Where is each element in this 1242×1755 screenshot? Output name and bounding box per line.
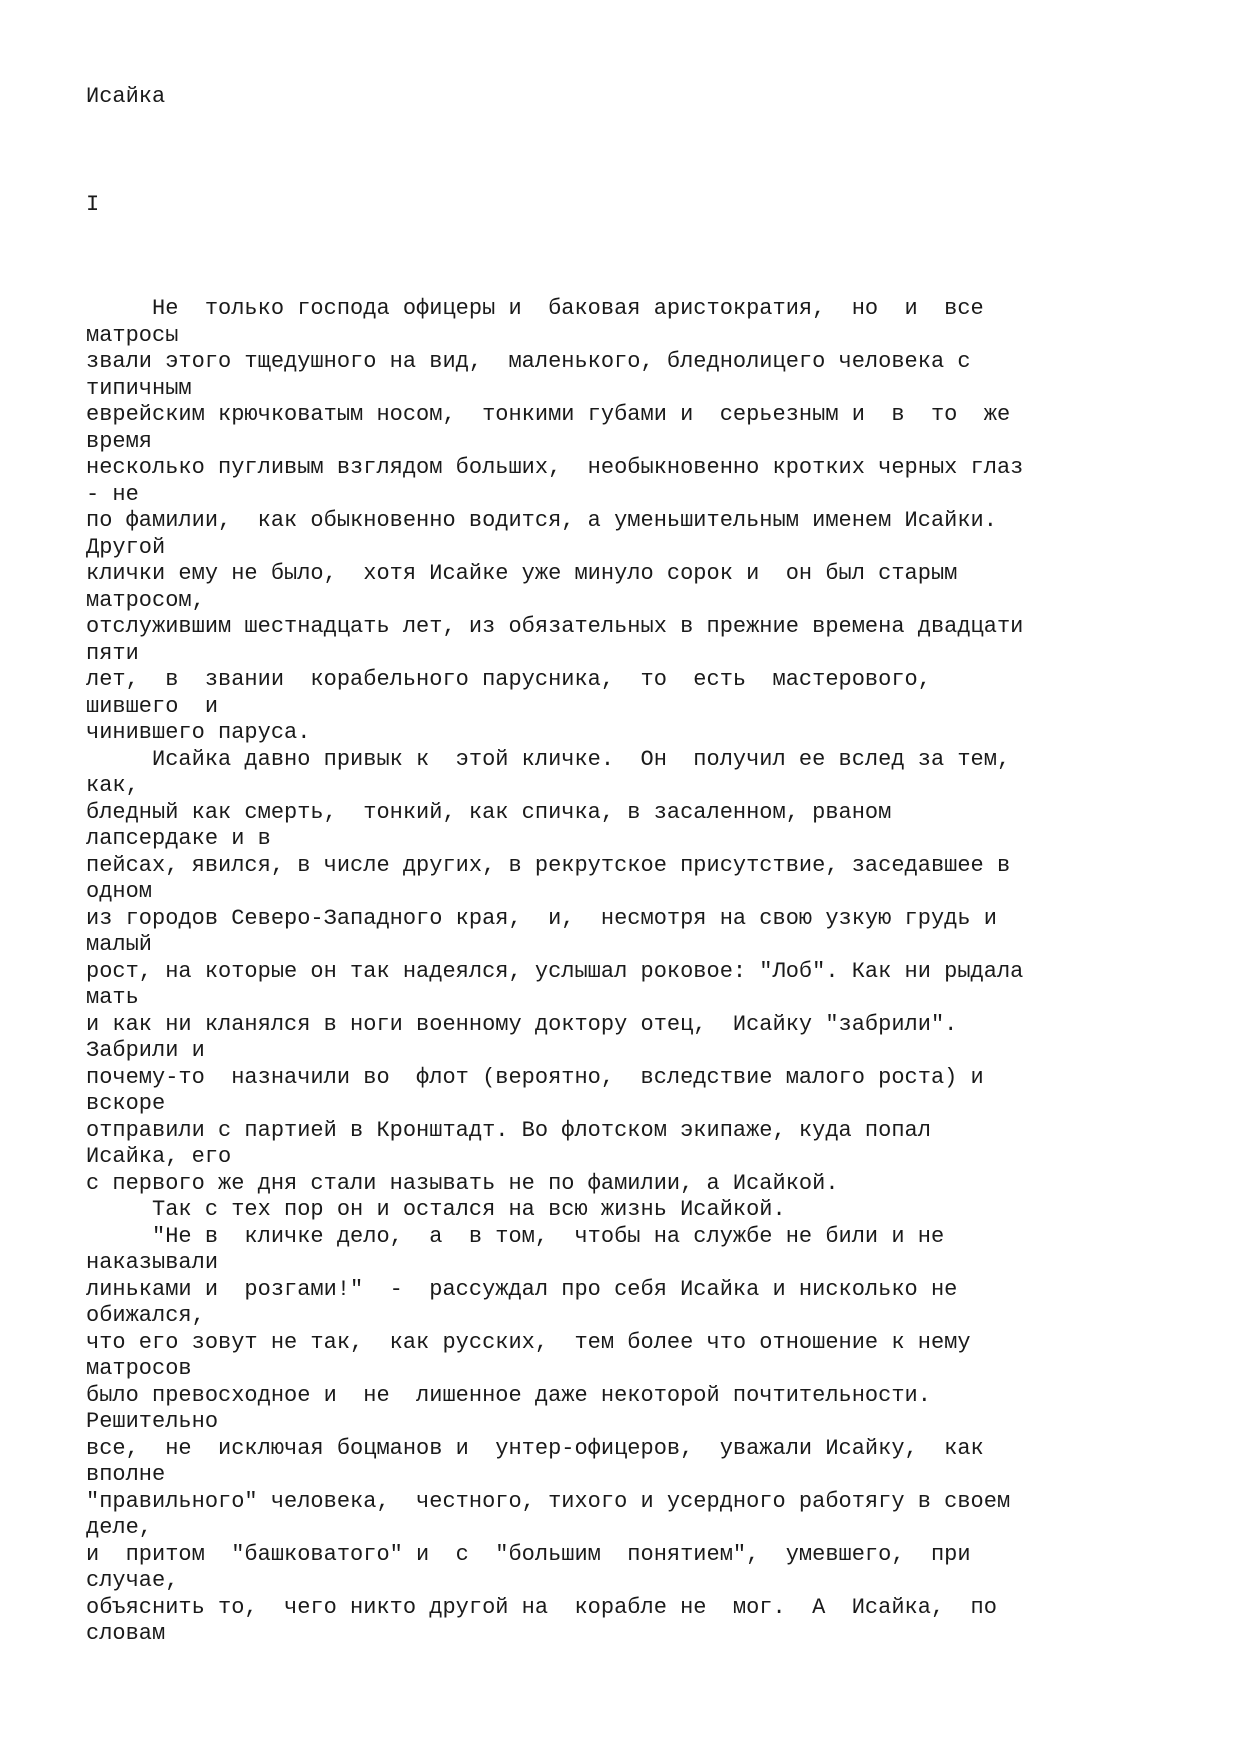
- text-line: вполне: [86, 1462, 166, 1487]
- text-line: шившего и: [86, 693, 219, 719]
- text-line: бледный как смерть, тонкий, как спичка, в засаленном, рваном: [86, 799, 892, 825]
- text-line: звали этого тщедушного на вид, маленького, бледнолицего человека с: [86, 349, 971, 374]
- text-line: Решительно: [86, 1409, 219, 1434]
- text-line: Исайка, его: [86, 1144, 232, 1169]
- text-line: наказывали: [86, 1250, 219, 1275]
- text-line: типичным: [86, 375, 192, 401]
- text-line: малый: [86, 932, 153, 957]
- text-line: из городов Северо-Западного края, и, несмотря на свою узкую грудь и: [86, 905, 997, 931]
- text-line: еврейским крючковатым носом, тонкими губами и серьезным и в то же: [86, 402, 1011, 427]
- text-line: обижался,: [86, 1303, 205, 1328]
- text-line: все, не исключая боцманов и унтер-офицеров, уважали Исайку, как: [86, 1435, 984, 1461]
- body-text: [86, 296, 1023, 1648]
- text-line: "правильного" человека, честного, тихого и усердного работягу в своем: [86, 1488, 1011, 1514]
- text-line: "Не в кличке дело, а в том, чтобы на службе не били и не: [86, 1223, 945, 1249]
- text-line: словам: [86, 1621, 166, 1646]
- text-line: мать: [86, 985, 139, 1010]
- text-line: деле,: [86, 1515, 153, 1540]
- text-line: Другой: [86, 534, 166, 560]
- text-line: что его зовут не так, как русских, тем более что отношение к нему: [86, 1329, 971, 1355]
- document-title: Исайка: [86, 84, 166, 109]
- text-line: отслужившим шестнадцать лет, из обязательных в прежние времена двадцати: [86, 614, 1024, 639]
- text-line: клички ему не было, хотя Исайке уже минуло сорок и он был старым: [86, 561, 958, 586]
- text-line: Забрили и: [86, 1038, 205, 1063]
- text-line: несколько пугливым взглядом больших, необыкновенно кротких черных глаз: [86, 455, 1024, 480]
- text-line: и притом "башковатого" и с "большим понятием", умевшего, при: [86, 1541, 971, 1567]
- text-line: случае,: [86, 1568, 179, 1593]
- text-line: почему-то назначили во флот (вероятно, вследствие малого роста) и: [86, 1064, 984, 1090]
- text-line: Не только господа офицеры и баковая аристократия, но и все: [86, 296, 984, 321]
- text-line: лапсердаке и в: [86, 826, 271, 851]
- text-line: - не: [86, 481, 139, 507]
- text-line: и как ни кланялся в ноги военному доктору отец, Исайку "забрили".: [86, 1011, 958, 1037]
- text-line: с первого же дня стали называть не по фамилии, а Исайкой.: [86, 1170, 839, 1196]
- text-line: вскоре: [86, 1091, 166, 1116]
- text-line: по фамилии, как обыкновенно водится, а уменьшительным именем Исайки.: [86, 508, 997, 533]
- text-line: одном: [86, 879, 153, 904]
- text-line: матросы: [86, 322, 179, 348]
- text-line: пяти: [86, 640, 139, 666]
- text-line: матросом,: [86, 587, 205, 613]
- text-line: лет, в звании корабельного парусника, то есть мастерового,: [86, 667, 931, 692]
- text-line: отправили с партией в Кронштадт. Во флотском экипаже, куда попал: [86, 1117, 931, 1143]
- text-line: линьками и розгами!" - рассуждал про себя Исайка и нисколько не: [86, 1276, 958, 1302]
- text-line: матросов: [86, 1356, 192, 1381]
- text-line: объяснить то, чего никто другой на корабле не мог. А Исайка, по: [86, 1594, 997, 1620]
- chapter-heading: I: [86, 192, 100, 217]
- text-line: рост, на которые он так надеялся, услышал роковое: "Лоб". Как ни рыдала: [86, 958, 1024, 984]
- text-line: как,: [86, 773, 139, 798]
- text-line: Исайка давно привык к этой кличке. Он получил ее вслед за тем,: [86, 746, 1011, 772]
- text-line: было превосходное и не лишенное даже некоторой почтительности.: [86, 1382, 931, 1408]
- text-line: Так с тех пор он и остался на всю жизнь Исайкой.: [86, 1197, 786, 1222]
- text-line: чинившего паруса.: [86, 720, 311, 745]
- text-line: пейсах, явился, в числе других, в рекрутское присутствие, заседавшее в: [86, 852, 1011, 878]
- text-line: время: [86, 428, 153, 454]
